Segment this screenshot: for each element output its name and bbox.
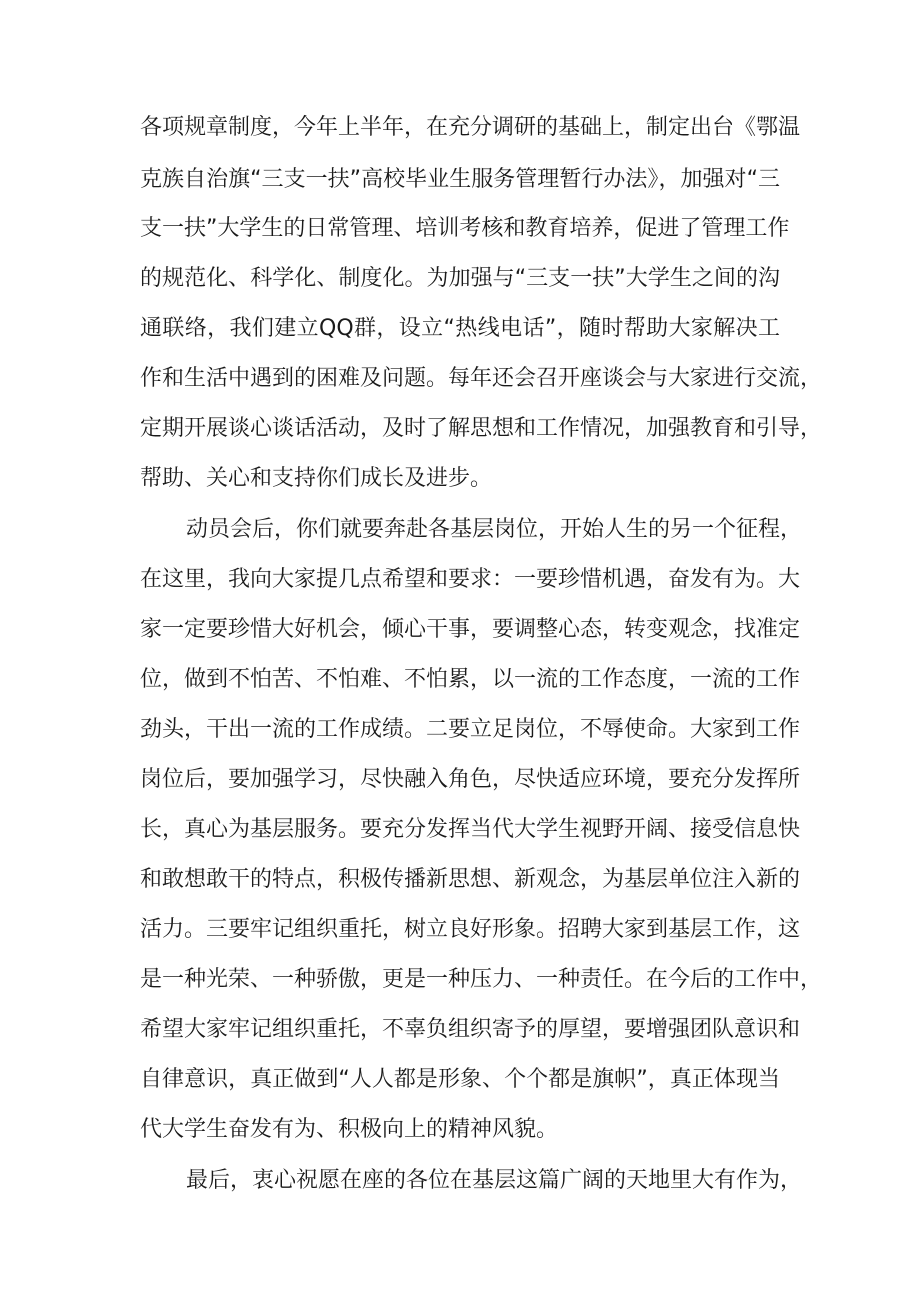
text-line: 是一种光荣、一种骄傲，更是一种压力、一种责任。在今后的工作中， (140, 967, 823, 992)
text-line: 位，做到不怕苦、不怕难、不怕累，以一流的工作态度，一流的工作 (140, 667, 801, 692)
text-line: 家一定要珍惜大好机会，倾心干事，要调整心态，转变观念，找准定 (140, 617, 801, 642)
text-line: 长，真心为基层服务。要充分发挥当代大学生视野开阔、接受信息快 (140, 817, 801, 842)
text-line: 的规范化、科学化、制度化。为加强与“三支一扶”大学生之间的沟 (140, 266, 780, 291)
text-line: 定期开展谈心谈话活动，及时了解思想和工作情况，加强教育和引导， (140, 416, 823, 441)
text-line: 通联络，我们建立QQ群，设立“热线电话”，随时帮助大家解决工 (140, 316, 780, 341)
text-line: 支一扶”大学生的日常管理、培训考核和教育培养，促进了管理工作 (140, 216, 790, 241)
text-line: 劲头，干出一流的工作成绩。二要立足岗位，不辱使命。大家到工作 (140, 717, 801, 742)
text-line: 帮助、关心和支持你们成长及进步。 (140, 466, 493, 491)
text-line: 岗位后，要加强学习，尽快融入角色，尽快适应环境，要充分发挥所 (140, 767, 801, 792)
text-line: 自律意识，真正做到“人人都是形象、个个都是旗帜”，真正体现当 (140, 1067, 780, 1092)
text-line: 和敢想敢干的特点，积极传播新思想、新观念，为基层单位注入新的 (140, 867, 801, 892)
text-line: 代大学生奋发有为、积极向上的精神风貌。 (140, 1117, 559, 1142)
text-line: 最后，衷心祝愿在座的各位在基层这篇广阔的天地里大有作为， (186, 1168, 803, 1193)
text-line: 克族自治旗“三支一扶”高校毕业生服务管理暂行办法》，加强对“三 (140, 167, 780, 192)
text-line: 各项规章制度，今年上半年，在充分调研的基础上，制定出台《鄂温 (140, 115, 801, 140)
text-line: 希望大家牢记组织重托，不辜负组织寄予的厚望，要增强团队意识和 (140, 1017, 801, 1042)
text-line: 动员会后，你们就要奔赴各基层岗位，开始人生的另一个征程， (186, 517, 803, 542)
text-line: 在这里，我向大家提几点希望和要求：一要珍惜机遇，奋发有为。大 (140, 567, 801, 592)
text-line: 活力。三要牢记组织重托，树立良好形象。招聘大家到基层工作，这 (140, 917, 801, 942)
text-line: 作和生活中遇到的困难及问题。每年还会召开座谈会与大家进行交流， (140, 366, 823, 391)
